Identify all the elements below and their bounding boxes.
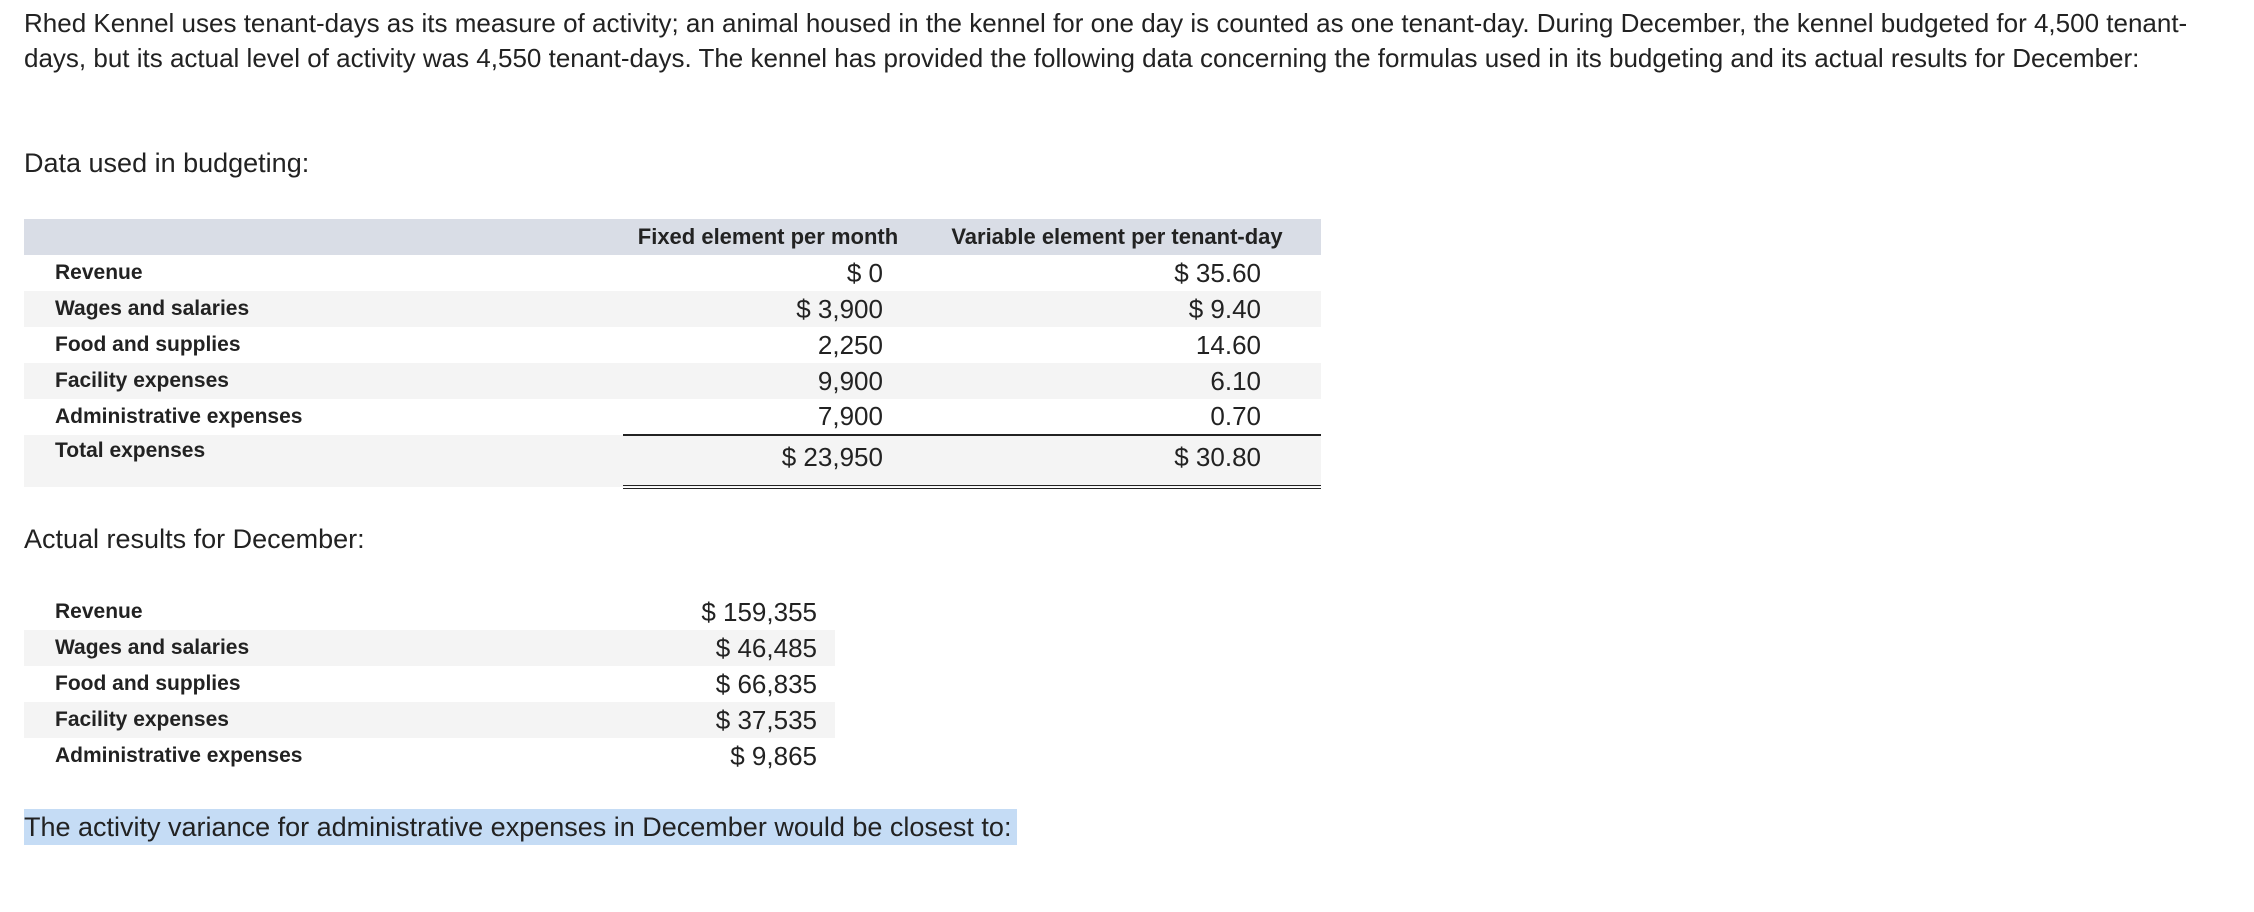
fixed-value: $ 0	[846, 257, 883, 288]
variable-value: 14.60	[1195, 329, 1261, 360]
budget-section-label: Data used in budgeting:	[24, 148, 310, 178]
fixed-value: 9,900	[817, 365, 883, 396]
actual-value: $ 9,865	[730, 740, 817, 771]
budget-table-header	[24, 219, 1321, 255]
actual-value: $ 66,835	[715, 668, 817, 699]
row-label: Total expenses	[55, 439, 206, 462]
fixed-total: $ 23,950	[781, 442, 883, 472]
table-row	[24, 630, 835, 666]
question-text: The activity variance for administrative expenses in December would be closest to:	[24, 809, 1017, 845]
actual-section-label: Actual results for December:	[24, 524, 365, 554]
fixed-value: 7,900	[817, 401, 883, 431]
row-label: Facility expenses	[55, 369, 229, 392]
table-row	[24, 291, 1321, 327]
row-label: Revenue	[55, 600, 143, 623]
table-row	[24, 594, 835, 630]
row-label: Revenue	[55, 261, 143, 284]
actual-value: $ 46,485	[715, 632, 817, 663]
fixed-value: $ 3,900	[796, 293, 883, 324]
variable-value: 0.70	[1210, 401, 1261, 431]
variable-value: 6.10	[1210, 365, 1261, 396]
header-blank	[24, 219, 623, 255]
total-row	[24, 435, 1321, 487]
header-fixed: Fixed element per month	[637, 224, 899, 249]
table-row	[24, 738, 835, 774]
row-label: Administrative expenses	[55, 744, 303, 767]
variable-value: $ 35.60	[1174, 257, 1261, 288]
actual-value: $ 37,535	[715, 704, 817, 735]
row-label: Wages and salaries	[55, 636, 250, 659]
actual-value: $ 159,355	[701, 596, 817, 627]
variable-total: $ 30.80	[1174, 442, 1261, 472]
header-variable: Variable element per tenant-day	[951, 224, 1283, 249]
table-row	[24, 255, 1321, 291]
row-label: Facility expenses	[55, 708, 229, 731]
table-row	[24, 666, 835, 702]
fixed-value: 2,250	[817, 329, 883, 360]
table-row	[24, 327, 1321, 363]
row-label: Wages and salaries	[55, 297, 250, 320]
row-label: Food and supplies	[55, 672, 241, 695]
row-label: Administrative expenses	[55, 405, 303, 428]
table-row	[24, 363, 1321, 399]
table-row	[24, 399, 1321, 435]
row-label: Food and supplies	[55, 333, 241, 356]
actual-results-table	[24, 594, 835, 774]
budget-data-table	[24, 219, 1321, 489]
table-row	[24, 702, 835, 738]
intro-paragraph: Rhed Kennel uses tenant-days as its measure of activity; an animal housed in the kennel for one day is counted as one tenant-day. During December, the kennel budgeted for 4,500 tenant-days, but its actual level of activity was 4,550 tenant-days. The kennel has provided the following data concerning the formulas used in its budgeting and its actual results for December:	[24, 8, 2188, 73]
variable-value: $ 9.40	[1188, 293, 1261, 324]
